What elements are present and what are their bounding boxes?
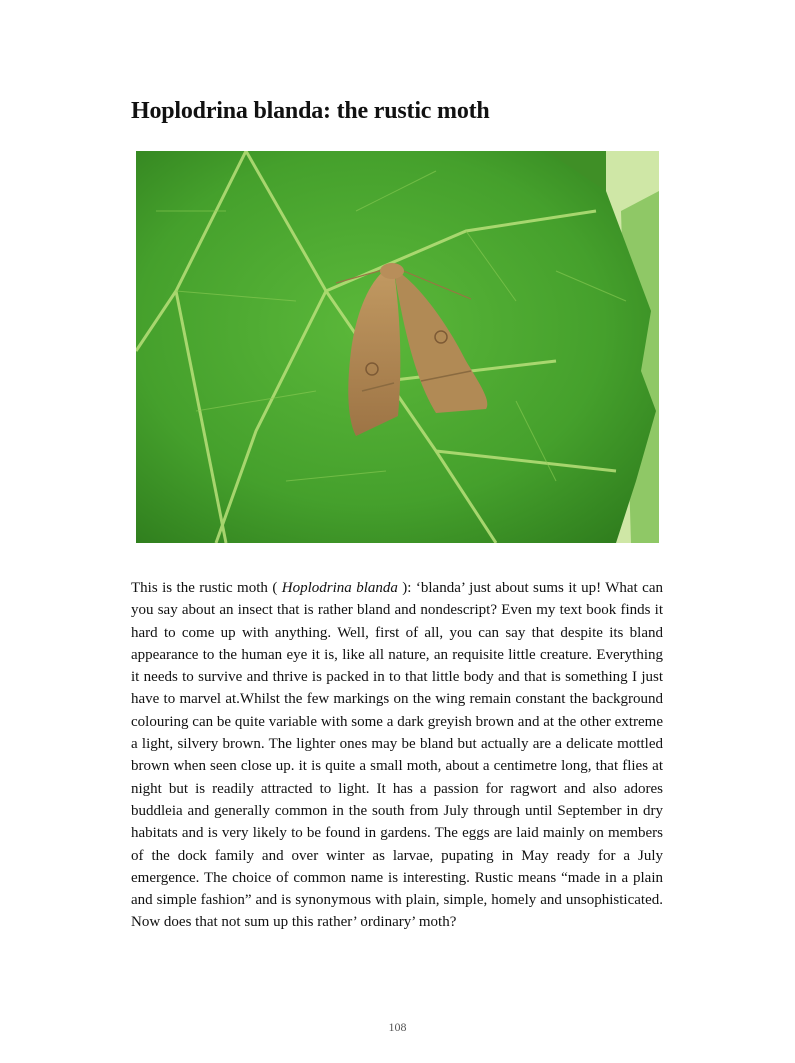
- body-paragraph: [131, 577, 663, 934]
- body-text-part2: ): ‘blanda’ just about sums it up! What can you say about an insect that is rather bland and nondescript? Even my text book finds it hard to come up with anything. Well, first of all, you can say that despite its bland appearance to the human eye it is, like all nature, an requisite little creature. Everything it needs to survive and thrive is packed in to that little body and that is something I just have to marvel at.Whilst the few markings on the wing remain constant the background colouring can be quite variable with some a dark greyish brown and at the other extreme a light, silvery brown. The lighter ones may be bland but actually are a delicate mottled brown when seen close up. it is quite a small moth, about a centimetre long, that flies at night but is readily attracted to light. It has a passion for ragwort and also adores buddleia and generally common in the south from July through until September in dry habitats and is very likely to be found in gardens. The eggs are laid mainly on members of the dock family and over winter as larvae, pupating in May ready for a July emergence. The choice of common name is interesting. Rustic means “made in a plain and simple fashion” and is synonymous with plain, simple, homely and unsophisticated. Now does that not sum up this rather’ ordinary’ moth?: [131, 580, 663, 931]
- moth-photo: [136, 151, 659, 543]
- moth-on-leaf-image: [136, 151, 659, 543]
- species-name: Hoplodrina blanda: [281, 580, 398, 596]
- page-number: 108: [388, 1020, 407, 1034]
- page-title: Hoplodrina blanda: the rustic moth: [131, 98, 490, 124]
- body-text-part1: This is the rustic moth (: [131, 580, 282, 596]
